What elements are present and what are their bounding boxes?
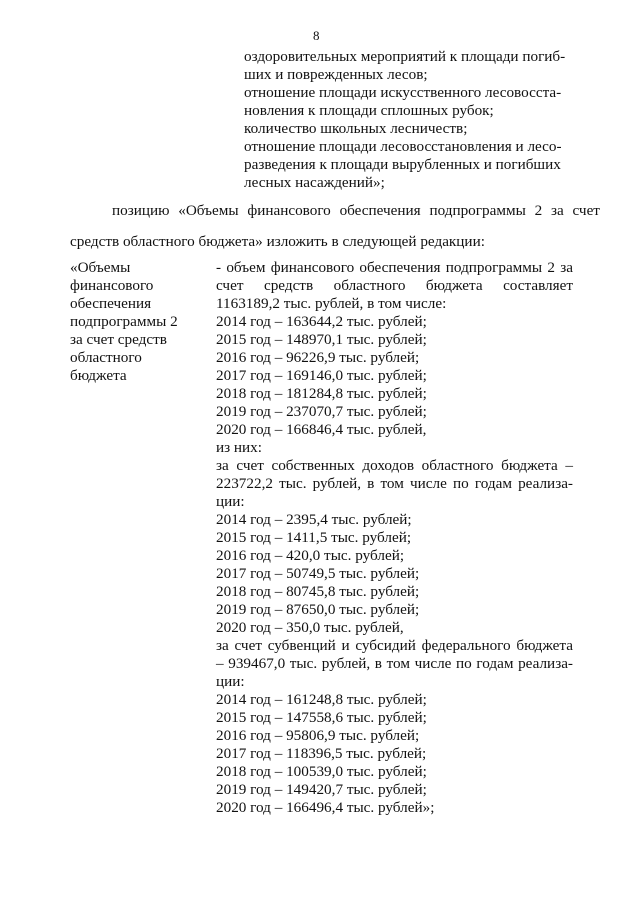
year-amount-line: 2018 год – 100539,0 тыс. рублей; (216, 763, 427, 780)
label-line: областного (70, 349, 142, 366)
text-line: лесных насаждений»; (244, 174, 385, 191)
year-amount-line: 2019 год – 87650,0 тыс. рублей; (216, 601, 420, 618)
year-amount-line: 2020 год – 166496,4 тыс. рублей»; (216, 799, 435, 816)
text-line: разведения к площади вырубленных и погибших (244, 156, 561, 173)
year-amount-line: 2015 год – 147558,6 тыс. рублей; (216, 709, 427, 726)
year-amount-line: 2020 год – 166846,4 тыс. рублей, (216, 421, 427, 438)
year-amount-line: 2014 год – 161248,8 тыс. рублей; (216, 691, 427, 708)
text-line: количество школьных лесничеств; (244, 120, 468, 137)
detail-line: из них: (216, 439, 262, 456)
detail-line: за счет субвенций и субсидий федерального бюджета (216, 637, 573, 654)
year-amount-line: 2018 год – 80745,8 тыс. рублей; (216, 583, 420, 600)
label-line: «Объемы (70, 259, 131, 276)
text-line: новления к площади сплошных рубок; (244, 102, 494, 119)
page-number: 8 (313, 28, 320, 43)
label-line: обеспечения (70, 295, 152, 312)
intro-paragraph-line: позицию «Объемы финансового обеспечения подпрограммы 2 за счет (112, 202, 600, 219)
text-line: ших и поврежденных лесов; (244, 66, 428, 83)
detail-line: ции: (216, 673, 245, 690)
year-amount-line: 2014 год – 163644,2 тыс. рублей; (216, 313, 427, 330)
year-amount-line: 2018 год – 181284,8 тыс. рублей; (216, 385, 427, 402)
year-amount-line: 2015 год – 1411,5 тыс. рублей; (216, 529, 412, 546)
year-amount-line: 2014 год – 2395,4 тыс. рублей; (216, 511, 412, 528)
year-amount-line: 2016 год – 96226,9 тыс. рублей; (216, 349, 420, 366)
detail-line: 223722,2 тыс. рублей, в том числе по годам реализа- (216, 475, 573, 492)
detail-line: - объем финансового обеспечения подпрограммы 2 за (216, 259, 573, 276)
text-line: оздоровительных мероприятий к площади погиб- (244, 48, 566, 65)
label-line: за счет средств (70, 331, 167, 348)
detail-line: – 939467,0 тыс. рублей, в том числе по годам реализа- (216, 655, 573, 672)
text-line: отношение площади искусственного лесовосста- (244, 84, 562, 101)
year-amount-line: 2019 год – 237070,7 тыс. рублей; (216, 403, 427, 420)
year-amount-line: 2017 год – 50749,5 тыс. рублей; (216, 565, 420, 582)
detail-line: счет средств областного бюджета составляет (216, 277, 573, 294)
text-line: отношение площади лесовосстановления и лесо- (244, 138, 562, 155)
detail-line: за счет собственных доходов областного бюджета – (216, 457, 573, 474)
year-amount-line: 2015 год – 148970,1 тыс. рублей; (216, 331, 427, 348)
year-amount-line: 2017 год – 118396,5 тыс. рублей; (216, 745, 427, 762)
detail-line: ции: (216, 493, 245, 510)
intro-paragraph-line: средств областного бюджета» изложить в следующей редакции: (70, 233, 485, 250)
label-line: бюджета (70, 367, 127, 384)
year-amount-line: 2016 год – 95806,9 тыс. рублей; (216, 727, 420, 744)
year-amount-line: 2017 год – 169146,0 тыс. рублей; (216, 367, 427, 384)
label-line: подпрограммы 2 (70, 313, 178, 330)
year-amount-line: 2016 год – 420,0 тыс. рублей; (216, 547, 405, 564)
year-amount-line: 2020 год – 350,0 тыс. рублей, (216, 619, 404, 636)
year-amount-line: 2019 год – 149420,7 тыс. рублей; (216, 781, 427, 798)
label-line: финансового (70, 277, 154, 294)
detail-line: 1163189,2 тыс. рублей, в том числе: (216, 295, 447, 312)
